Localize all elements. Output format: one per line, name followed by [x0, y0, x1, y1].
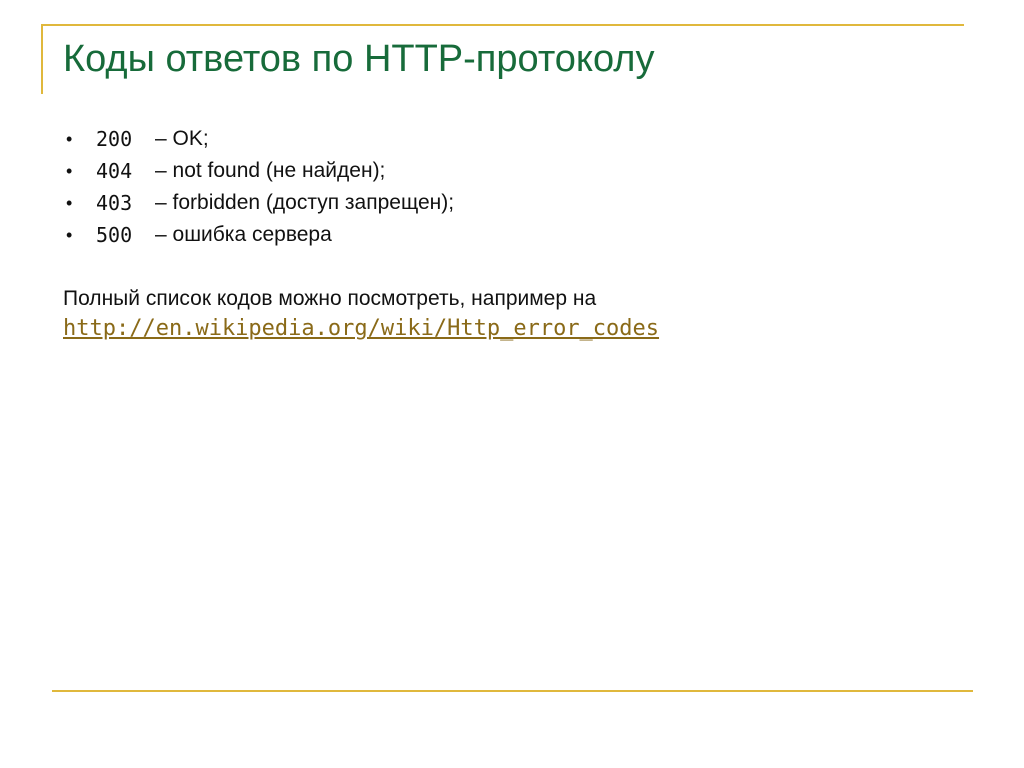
bullet-icon: • [66, 225, 73, 245]
list-item [66, 123, 454, 155]
bottom-accent-line [52, 690, 973, 692]
wikipedia-link[interactable]: http://en.wikipedia.org/wiki/Http_error_codes [63, 316, 660, 341]
status-description: – not found (не найден); [155, 159, 386, 182]
list-item [66, 219, 454, 251]
list-item [66, 187, 454, 219]
slide-title: Коды ответов по HTTP-протоколу [63, 38, 655, 80]
reference-note: Полный список кодов можно посмотреть, например на [63, 287, 597, 310]
status-code: 404 [96, 159, 133, 183]
status-code: 403 [96, 191, 133, 215]
bullet-icon: • [66, 129, 73, 149]
status-description: – forbidden (доступ запрещен); [155, 191, 455, 214]
top-accent-line [41, 24, 964, 26]
status-description: – ошибка сервера [155, 223, 332, 246]
status-description: – OK; [155, 127, 209, 150]
bullet-icon: • [66, 193, 73, 213]
status-code-list [66, 123, 454, 251]
status-code: 500 [96, 223, 133, 247]
bullet-icon: • [66, 161, 73, 181]
status-code: 200 [96, 127, 133, 151]
list-item [66, 155, 454, 187]
left-accent-line [41, 24, 43, 94]
